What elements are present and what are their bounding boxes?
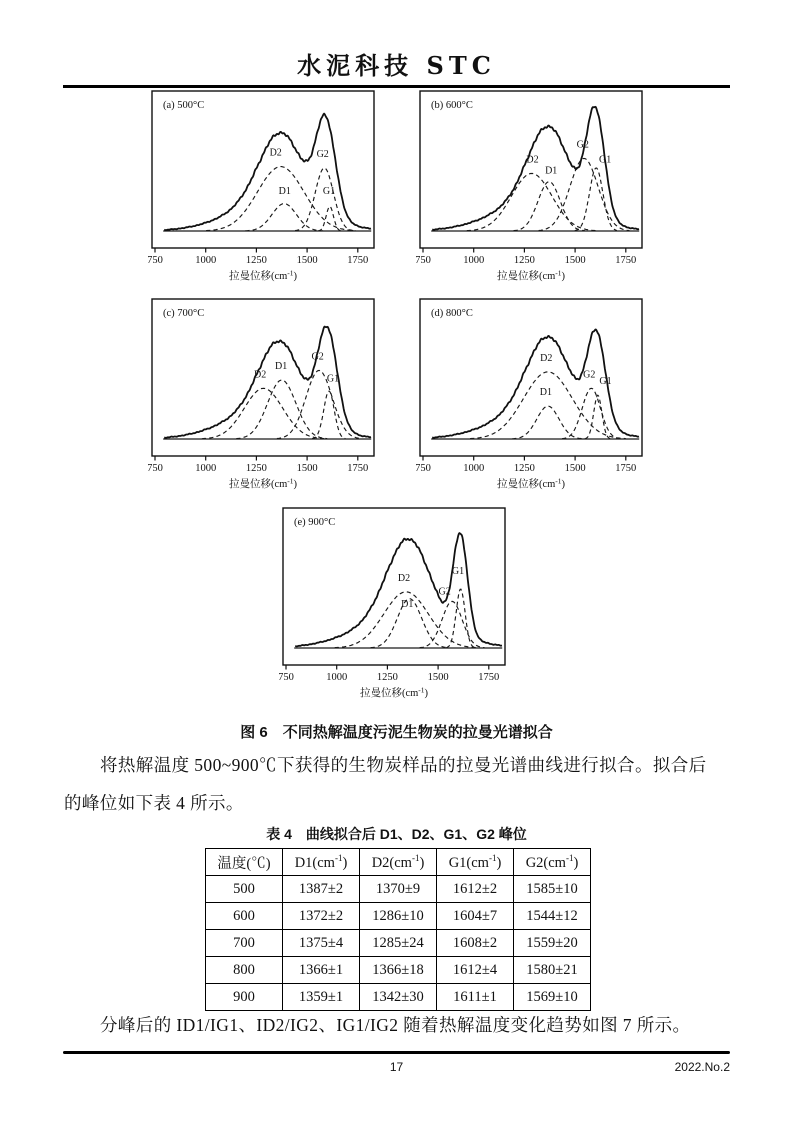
table-header-cell: 温度(℃)	[206, 849, 283, 876]
table-row	[206, 984, 591, 1011]
x-tick-label: 1750	[615, 463, 637, 474]
x-tick-label: 1000	[195, 463, 217, 474]
issue-label: 2022.No.2	[674, 1060, 730, 1074]
peak-label-D2: D2	[526, 154, 539, 166]
x-tick-label: 750	[148, 255, 163, 266]
x-tick-label: 1750	[478, 672, 500, 683]
fit-curve-G1	[312, 391, 345, 439]
footer-rule	[63, 1051, 730, 1054]
peak-label-G1: G1	[599, 376, 612, 388]
panel-label: (c) 700°C	[163, 308, 205, 319]
table-cell: 1611±1	[437, 984, 514, 1011]
fit-curve-D1	[512, 406, 583, 439]
plot-frame	[420, 91, 642, 248]
table-cell: 1286±10	[360, 903, 437, 930]
x-axis-label: 拉曼位移$(cm^{-1})$	[359, 685, 429, 699]
x-tick-label: 1750	[347, 463, 369, 474]
raman-chart-c-700c	[148, 296, 386, 496]
table-cell: 1612±4	[437, 957, 514, 984]
table-row	[206, 849, 591, 876]
x-tick-label: 1500	[564, 463, 586, 474]
fit-curve-G2	[277, 371, 361, 439]
main-curve	[432, 107, 639, 230]
peak-label-D1: D1	[274, 361, 288, 373]
table-cell: 1604±7	[437, 903, 514, 930]
peak-label-G1: G1	[326, 373, 340, 385]
peak-label-G2: G2	[583, 369, 596, 381]
journal-header-title: 水泥科技 STC	[297, 51, 496, 80]
table-row	[206, 876, 591, 903]
x-tick-label: 750	[148, 463, 163, 474]
raman-spectrum-svg	[416, 296, 654, 496]
raman-spectrum-svg	[416, 88, 654, 288]
peak-label-D1: D1	[545, 165, 558, 177]
table-cell: 1559±20	[514, 930, 591, 957]
table-cell: 1342±30	[360, 984, 437, 1011]
figure6-caption: 图 6 不同热解温度污泥生物炭的拉曼光谱拟合	[240, 724, 553, 741]
peak-label-D2: D2	[540, 352, 553, 364]
peak-label-D2: D2	[269, 147, 282, 159]
x-tick-label: 1250	[513, 463, 535, 474]
raman-chart-d-800c	[416, 296, 654, 496]
x-axis-label: 拉曼位移$(cm^{-1})$	[496, 268, 566, 282]
panel-label: (d) 800°C	[431, 308, 473, 319]
x-tick-label: 1250	[245, 463, 267, 474]
x-axis-label: 拉曼位移$(cm^{-1})$	[228, 476, 298, 490]
table-cell: 1285±24	[360, 930, 437, 957]
x-tick-label: 1000	[463, 255, 485, 266]
x-tick-label: 1250	[376, 672, 398, 683]
raman-chart-e-900c	[279, 505, 517, 705]
paragraph-line: 将热解温度 500~900℃下获得的生物炭样品的拉曼光谱曲线进行拟合。拟合后	[100, 755, 707, 775]
main-curve	[295, 533, 502, 646]
fit-curve-G1	[318, 206, 341, 231]
panel-label: (a) 500°C	[163, 100, 205, 111]
peak-label-D1: D1	[278, 186, 291, 197]
peak-label-D1: D1	[539, 387, 553, 399]
main-curve	[164, 327, 371, 438]
peak-label-D2: D2	[253, 369, 267, 381]
fit-curve-D2	[467, 174, 597, 231]
main-curve	[164, 114, 371, 231]
table-cell: 1585±10	[514, 876, 591, 903]
table-cell: 1612±2	[437, 876, 514, 903]
x-tick-label: 1500	[427, 672, 449, 683]
peak-position-table	[205, 848, 591, 1011]
table-cell: 1608±2	[437, 930, 514, 957]
x-tick-label: 750	[416, 463, 431, 474]
x-tick-label: 1500	[296, 255, 318, 266]
table-cell: 1366±1	[283, 957, 360, 984]
peak-label-G2: G2	[438, 586, 451, 598]
table-cell: 800	[206, 957, 283, 984]
peak-label-G2: G2	[311, 351, 324, 363]
table-body	[206, 876, 591, 1011]
x-tick-label: 1750	[615, 255, 637, 266]
table-cell: 1359±1	[283, 984, 360, 1011]
table-row	[206, 903, 591, 930]
table-cell: 700	[206, 930, 283, 957]
raman-spectrum-svg	[148, 88, 386, 288]
peak-label-G2: G2	[316, 149, 329, 160]
x-tick-label: 1750	[347, 255, 369, 266]
fit-curve-D2	[206, 167, 355, 231]
table-cell: 1544±12	[514, 903, 591, 930]
table-header-cell: $D2(cm^{-1})$	[360, 849, 437, 876]
peak-label-G1: G1	[451, 566, 465, 577]
peak-label-D2: D2	[397, 572, 411, 584]
peak-label-G2: G2	[576, 139, 589, 151]
raman-chart-b-600c	[416, 88, 654, 288]
paragraph-line: 的峰位如下表 4 所示。	[64, 793, 244, 813]
table-row	[206, 930, 591, 957]
table-cell: 1366±18	[360, 957, 437, 984]
table-header-cell: $D1(cm^{-1})$	[283, 849, 360, 876]
x-tick-label: 1250	[245, 255, 267, 266]
panel-label: (e) 900°C	[294, 517, 336, 528]
fit-curve-G2	[295, 168, 353, 231]
table-cell: 1580±21	[514, 957, 591, 984]
fit-curve-G1	[585, 395, 611, 439]
x-tick-label: 1500	[564, 255, 586, 266]
table-cell: 1375±4	[283, 930, 360, 957]
raman-chart-a-500c	[148, 88, 386, 288]
paragraph-line: 分峰后的 ID1/IG1、ID2/IG2、IG1/IG2 随着热解温度变化趋势如图 7 所示。	[100, 1015, 691, 1035]
page-number: 17	[389, 1060, 404, 1074]
x-axis-label: 拉曼位移$(cm^{-1})$	[228, 268, 298, 282]
x-tick-label: 1500	[296, 463, 318, 474]
table-cell: 500	[206, 876, 283, 903]
table4-title: 表 4 曲线拟合后 D1、D2、G1、G2 峰位	[266, 826, 527, 842]
table-cell: 1370±9	[360, 876, 437, 903]
raman-spectrum-svg	[148, 296, 386, 496]
table-header-cell: $G1(cm^{-1})$	[437, 849, 514, 876]
x-tick-label: 1000	[463, 463, 485, 474]
table-row	[206, 957, 591, 984]
x-axis-label: 拉曼位移$(cm^{-1})$	[496, 476, 566, 490]
x-tick-label: 750	[279, 672, 294, 683]
fit-curve-D1	[514, 182, 585, 231]
x-tick-label: 1250	[513, 255, 535, 266]
table-cell: 1387±2	[283, 876, 360, 903]
table-cell: 1372±2	[283, 903, 360, 930]
x-tick-label: 1000	[326, 672, 348, 683]
table-cell: 600	[206, 903, 283, 930]
peak-label-G1: G1	[598, 154, 612, 166]
x-tick-label: 1000	[195, 255, 217, 266]
peak-label-D1: D1	[401, 598, 414, 610]
peak-label-G1: G1	[322, 186, 336, 197]
raman-spectrum-svg	[279, 505, 517, 705]
x-tick-label: 750	[416, 255, 431, 266]
panel-label: (b) 600°C	[431, 100, 473, 111]
plot-frame	[152, 91, 374, 248]
table-header-row	[206, 849, 591, 876]
table-header-cell: $G2(cm^{-1})$	[514, 849, 591, 876]
table-cell: 1569±10	[514, 984, 591, 1011]
table-cell: 900	[206, 984, 283, 1011]
